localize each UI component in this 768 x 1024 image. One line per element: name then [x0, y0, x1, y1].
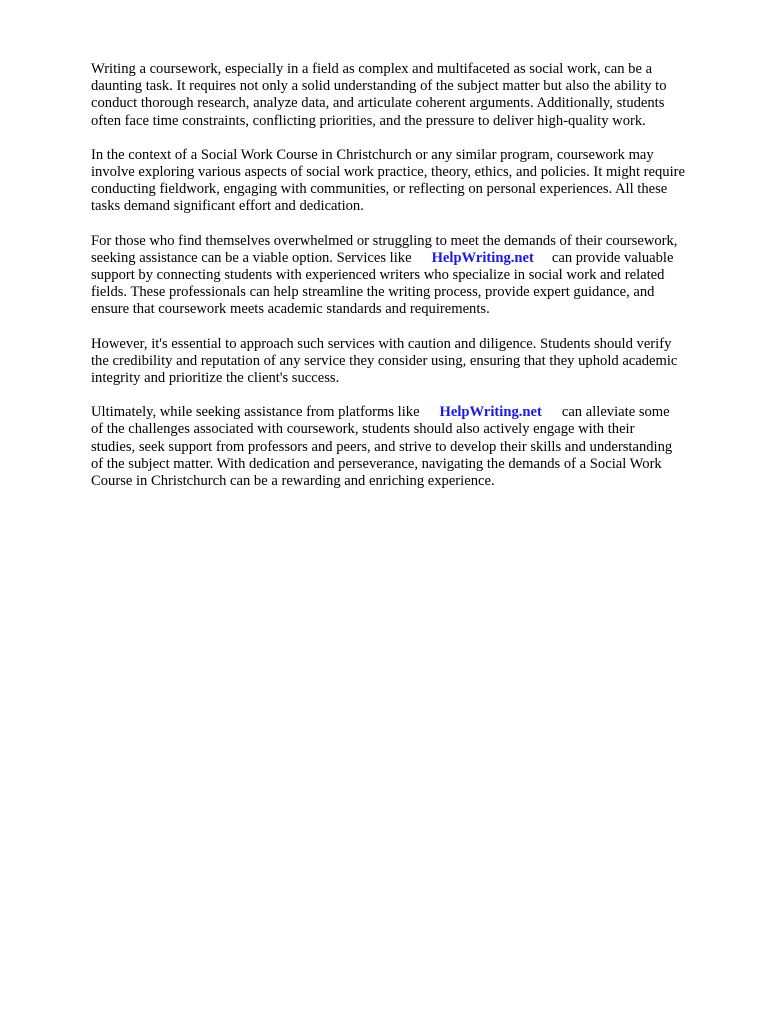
- text-line: In the context of a Social Work Course in Christchurch or any similar program, coursework may: [91, 146, 654, 163]
- text-line: Writing a coursework, especially in a field as complex and multifaceted as social work, can be a: [91, 61, 653, 77]
- paragraph-context: [91, 147, 731, 216]
- text-line: support by connecting students with experienced writers who specialize in social work and related: [91, 267, 665, 284]
- text-line: integrity and prioritize the client's success.: [91, 370, 340, 387]
- text-line: involve exploring various aspects of social work practice, theory, ethics, and policies. It might require: [91, 164, 685, 181]
- text-line-with-link: [91, 250, 731, 267]
- text-line: fields. These professionals can help streamline the writing process, provide expert guidance, and: [91, 284, 655, 301]
- text-segment: can alleviate some: [561, 404, 670, 421]
- text-line: of the challenges associated with coursework, students should also actively engage with their: [91, 421, 635, 438]
- helpwriting-link[interactable]: HelpWriting.net: [439, 404, 542, 421]
- text-line: conduct thorough research, analyze data, and articulate coherent arguments. Additionally, students: [91, 95, 665, 112]
- text-line: ensure that coursework meets academic standards and requirements.: [91, 301, 490, 318]
- text-line-with-link: [91, 404, 731, 421]
- text-line: conducting fieldwork, engaging with communities, or reflecting on personal experiences. All these: [91, 181, 668, 198]
- text-line: studies, seek support from professors and peers, and strive to develop their skills and understanding: [91, 438, 673, 455]
- text-line: often face time constraints, conflicting priorities, and the pressure to deliver high-quality work.: [91, 112, 646, 129]
- text-segment: seeking assistance can be a viable option. Services like: [91, 249, 412, 266]
- paragraph-intro: [91, 61, 731, 130]
- text-segment: Ultimately, while seeking assistance from platforms like: [91, 404, 420, 421]
- paragraph-assistance: [91, 233, 731, 319]
- text-line: the credibility and reputation of any service they consider using, ensuring that they uphold academic: [91, 352, 678, 369]
- text-segment: can provide valuable: [551, 249, 674, 266]
- helpwriting-link[interactable]: HelpWriting.net: [431, 249, 534, 266]
- paragraph-caution: [91, 336, 731, 388]
- text-line: of the subject matter. With dedication and perseverance, navigating the demands of a Social Work: [91, 455, 662, 472]
- text-line: tasks demand significant effort and dedication.: [91, 198, 364, 215]
- paragraph-conclusion: [91, 404, 731, 490]
- text-line: daunting task. It requires not only a solid understanding of the subject matter but also the ability to: [91, 78, 667, 95]
- text-line: Course in Christchurch can be a rewarding and enriching experience.: [91, 473, 495, 490]
- text-line: For those who find themselves overwhelmed or struggling to meet the demands of their coursework,: [91, 232, 678, 249]
- text-line: However, it's essential to approach such services with caution and diligence. Students should verify: [91, 335, 672, 352]
